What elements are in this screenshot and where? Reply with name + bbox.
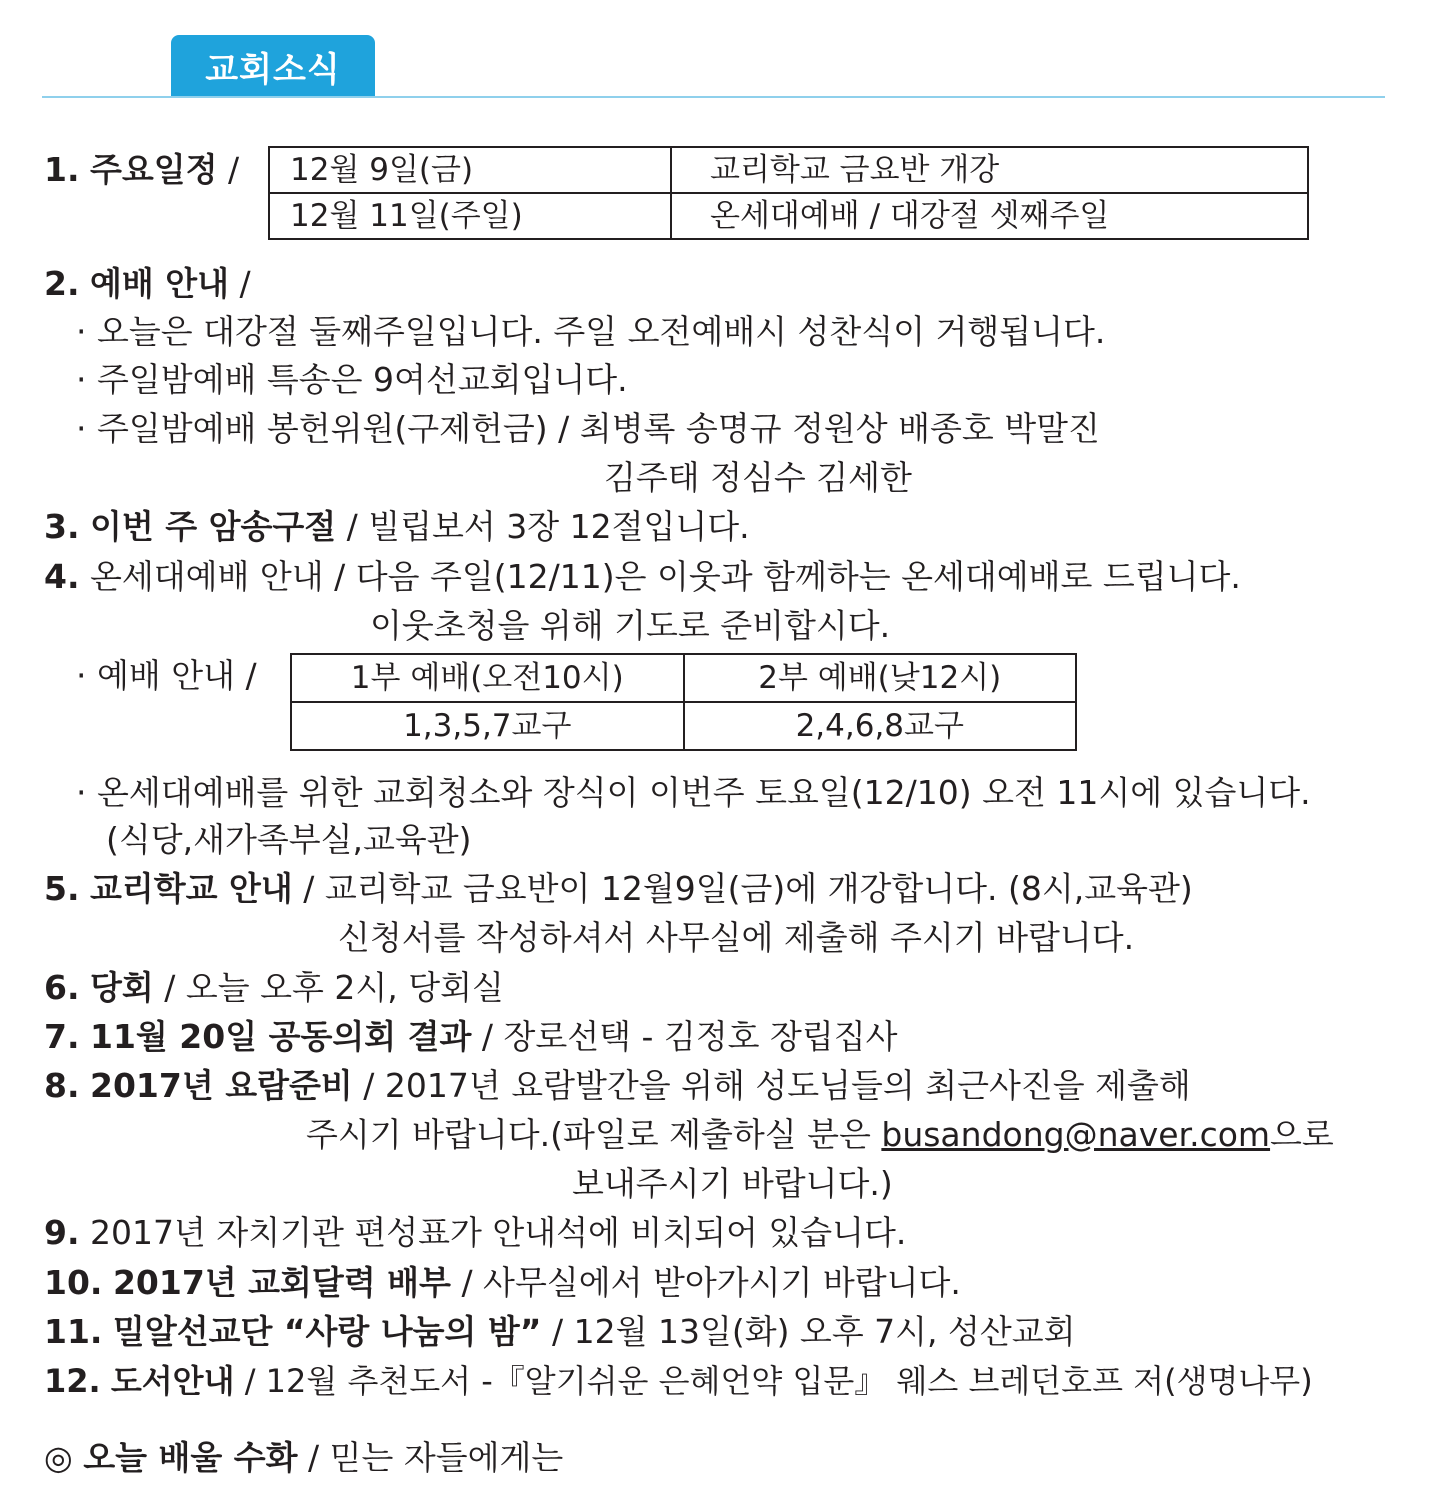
worship-cell: 2,4,6,8교구	[684, 702, 1077, 750]
item-6-num: 6.	[44, 968, 80, 1007]
item-8	[44, 1064, 1191, 1108]
double-circle-icon: ◎	[44, 1438, 73, 1477]
table-row	[291, 654, 1076, 702]
item-3-num: 3.	[44, 507, 80, 546]
item-5-text2: 신청서를 작성하셔서 사무실에 제출해 주시기 바랍니다.	[338, 918, 1135, 957]
worship-cell: 2부 예배(낮12시)	[684, 654, 1077, 702]
schedule-date: 12월 11일(주일)	[269, 193, 671, 239]
worship-cell: 1,3,5,7교구	[291, 702, 684, 750]
item-8-text3: 보내주시기 바랍니다.)	[572, 1164, 893, 1203]
item-2	[44, 262, 251, 306]
table-row	[269, 193, 1308, 239]
item-6-title: 당회	[90, 968, 154, 1007]
item-5-title: 교리학교 안내	[90, 869, 293, 908]
item-10-text: / 사무실에서 받아가시기 바랍니다.	[461, 1263, 961, 1302]
item-1-sep: /	[228, 150, 240, 189]
item-1-num: 1.	[44, 150, 80, 189]
item-9	[44, 1211, 906, 1255]
item-7	[44, 1015, 898, 1059]
schedule-table	[268, 146, 1309, 240]
item-10-num: 10.	[44, 1263, 103, 1302]
cleaning-notice-2: (식당,새가족부실,교육관)	[106, 820, 472, 859]
item-5-num: 5.	[44, 869, 80, 908]
worship-label: · 예배 안내 /	[76, 656, 257, 695]
cleaning-notice: · 온세대예배를 위한 교회청소와 장식이 이번주 토요일(12/10) 오전 11시에 있습니다.	[76, 773, 1311, 812]
list-item: · 오늘은 대강절 둘째주일입니다. 주일 오전예배시 성찬식이 거행됩니다.	[76, 312, 1106, 351]
sign-language-text: / 믿는 자들에게는	[308, 1438, 564, 1477]
sign-language-title: 오늘 배울 수화	[83, 1438, 298, 1477]
item-12	[44, 1359, 1313, 1403]
worship-table	[290, 653, 1077, 751]
item-4-text2: 이웃초청을 위해 기도로 준비합시다.	[370, 606, 891, 645]
item-10-title: 2017년 교회달력 배부	[112, 1263, 451, 1302]
item-8-title: 2017년 요람준비	[90, 1066, 353, 1105]
item-3-title: 이번 주 암송구절	[90, 507, 337, 546]
item-2-sep: /	[239, 264, 251, 303]
item-4	[44, 555, 1241, 599]
item-11-num: 11.	[44, 1312, 103, 1351]
schedule-event: 온세대예배 / 대강절 셋째주일	[671, 193, 1308, 239]
item-7-num: 7.	[44, 1017, 80, 1056]
item-9-num: 9.	[44, 1213, 80, 1252]
table-row	[291, 702, 1076, 750]
item-6	[44, 966, 504, 1010]
item-5	[44, 867, 1193, 911]
item-4-num: 4.	[44, 557, 80, 596]
item-2-num: 2.	[44, 264, 80, 303]
item-4-text: 온세대예배 안내 / 다음 주일(12/11)은 이웃과 함께하는 온세대예배로 드립니다.	[90, 557, 1241, 596]
item-3-text: / 빌립보서 3장 12절입니다.	[346, 507, 750, 546]
list-item: 김주태 정심수 김세한	[604, 458, 912, 497]
table-row	[269, 147, 1308, 193]
list-item: · 주일밤예배 봉헌위원(구제헌금) / 최병록 송명규 정원상 배종호 박말진	[76, 409, 1100, 448]
item-8-text2-pre: 주시기 바랍니다.(파일로 제출하실 분은	[306, 1115, 882, 1154]
header-divider	[42, 96, 1385, 98]
item-2-title: 예배 안내	[90, 264, 230, 303]
item-8-text: / 2017년 요람발간을 위해 성도님들의 최근사진을 제출해	[363, 1066, 1191, 1105]
item-11-title: 밀알선교단 “사랑 나눔의 밤”	[112, 1312, 542, 1351]
item-11	[44, 1310, 1076, 1354]
item-8-num: 8.	[44, 1066, 80, 1105]
item-12-title: 도서안내	[110, 1362, 235, 1400]
item-5-text: / 교리학교 금요반이 12월9일(금)에 개강합니다. (8시,교육관)	[303, 869, 1193, 908]
item-12-num: 12.	[44, 1362, 101, 1400]
item-12-text: / 12월 추천도서 -『알기쉬운 은혜언약 입문』 웨스 브레던호프 저(생명나무)	[244, 1362, 1313, 1400]
item-7-text: / 장로선택 - 김정호 장립집사	[481, 1017, 898, 1056]
church-news-tab: 교회소식	[171, 35, 375, 97]
item-8-text2	[306, 1113, 1334, 1157]
item-1-title: 주요일정	[90, 150, 218, 189]
item-1	[44, 148, 239, 192]
item-8-text2-post: 으로	[1270, 1115, 1334, 1154]
list-item: · 주일밤예배 특송은 9여선교회입니다.	[76, 360, 628, 399]
worship-cell: 1부 예배(오전10시)	[291, 654, 684, 702]
item-3	[44, 505, 750, 549]
sign-language	[44, 1436, 563, 1480]
item-6-text: / 오늘 오후 2시, 당회실	[164, 968, 504, 1007]
item-10	[44, 1261, 961, 1305]
item-11-text: / 12월 13일(화) 오후 7시, 성산교회	[551, 1312, 1076, 1351]
email-link[interactable]: busandong@naver.com	[881, 1115, 1271, 1154]
item-9-text: 2017년 자치기관 편성표가 안내석에 비치되어 있습니다.	[90, 1213, 907, 1252]
item-7-title: 11월 20일 공동의회 결과	[90, 1017, 472, 1056]
schedule-event: 교리학교 금요반 개강	[671, 147, 1308, 193]
schedule-date: 12월 9일(금)	[269, 147, 671, 193]
